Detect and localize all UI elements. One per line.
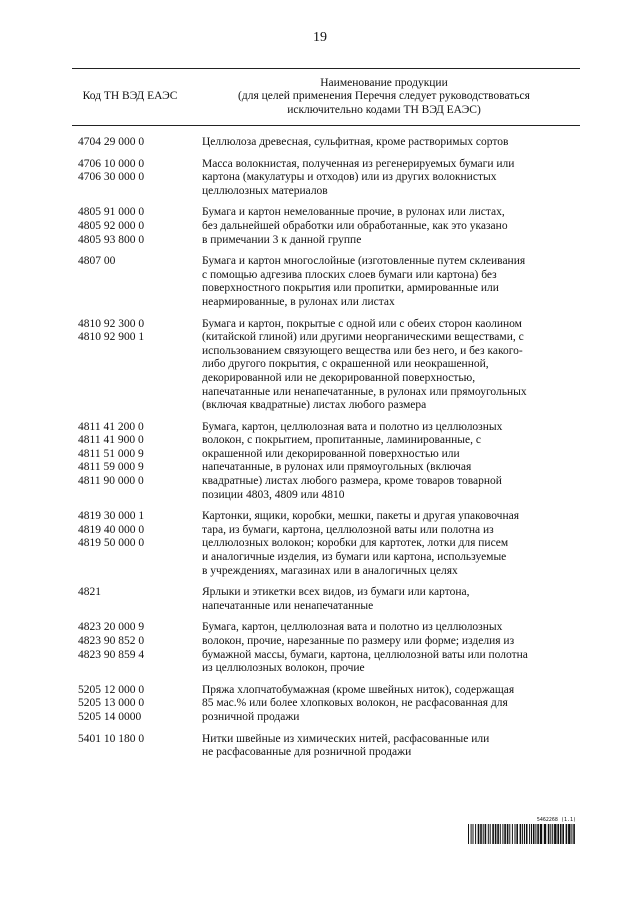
description-line: в учреждениях, магазинах или в аналогичных целях bbox=[202, 564, 458, 577]
product-description bbox=[202, 684, 580, 725]
table-header-rule bbox=[72, 125, 580, 126]
table-row bbox=[72, 255, 580, 309]
product-description bbox=[202, 421, 580, 503]
table-row bbox=[72, 586, 580, 613]
table-row bbox=[72, 421, 580, 503]
table-header bbox=[72, 69, 580, 125]
description-line: либо другого покрытия, с окрашенной или неокрашенной, bbox=[202, 358, 489, 371]
tn-ved-codes bbox=[72, 421, 202, 503]
description-line: без дальнейшей обработки или обработанные, как это указано bbox=[202, 219, 508, 232]
table-row bbox=[72, 158, 580, 199]
tn-ved-code: 5401 10 180 0 bbox=[78, 732, 145, 745]
description-line: картона (макулатуры и отходов) или из других волокнистых bbox=[202, 171, 497, 184]
tn-ved-code: 5205 12 000 0 bbox=[78, 683, 145, 696]
tn-ved-code: 4805 93 800 0 bbox=[78, 233, 145, 246]
description-line: целлюлозных волокон; коробки для картотек, лотки для писем bbox=[202, 537, 509, 550]
description-line: неармированные, в рулонах или листах bbox=[202, 295, 395, 308]
header-name-line: Наименование продукции bbox=[320, 76, 448, 89]
tn-ved-code: 4811 41 200 0 bbox=[78, 420, 144, 433]
description-line: использованием связующего вещества или без него, и без какого- bbox=[202, 344, 523, 357]
product-description bbox=[202, 621, 580, 675]
description-line: Бумага, картон, целлюлозная вата и полотно из целлюлозных bbox=[202, 420, 503, 433]
product-description bbox=[202, 158, 580, 199]
description-line: волокон, прочие, нарезанные по размеру или форме; изделия из bbox=[202, 635, 515, 647]
tn-ved-codes bbox=[72, 510, 202, 578]
tn-ved-codes bbox=[72, 733, 202, 760]
description-line: тара, из бумаги, картона, целлюлозной ваты или полотна из bbox=[202, 523, 494, 536]
tn-ved-code: 4811 59 000 9 bbox=[78, 461, 144, 474]
table-row bbox=[72, 510, 580, 578]
tn-ved-code: 4811 90 000 0 bbox=[78, 475, 144, 488]
tn-ved-code: 4823 90 852 0 bbox=[78, 635, 145, 647]
tn-ved-code: 4819 30 000 1 bbox=[78, 510, 145, 523]
description-line: Пряжа хлопчатобумажная (кроме швейных ниток), содержащая bbox=[202, 683, 515, 696]
product-description bbox=[202, 206, 580, 247]
description-line: Бумага и картон, покрытые с одной или с обеих сторон каолином bbox=[202, 317, 522, 330]
description-line: Целлюлоза древесная, сульфитная, кроме растворимых сортов bbox=[202, 136, 509, 148]
tn-ved-codes bbox=[72, 586, 202, 613]
description-line: Бумага, картон, целлюлозная вата и полотно из целлюлозных bbox=[202, 621, 503, 634]
description-line: и аналогичные изделия, из бумаги или картона, используемые bbox=[202, 551, 507, 564]
header-name-line: (для целей применения Перечня следует руководствоваться bbox=[238, 90, 530, 103]
tn-ved-codes bbox=[72, 621, 202, 675]
description-line: Масса волокнистая, полученная из регенерируемых бумаги или bbox=[202, 157, 515, 170]
tn-ved-code: 4807 00 bbox=[78, 255, 116, 268]
header-name-line: исключительно кодами ТН ВЭД ЕАЭС) bbox=[287, 103, 481, 116]
product-description bbox=[202, 733, 580, 760]
description-line: Картонки, ящики, коробки, мешки, пакеты и другая упаковочная bbox=[202, 510, 520, 523]
tn-ved-codes bbox=[72, 255, 202, 309]
tn-ved-codes bbox=[72, 158, 202, 199]
tn-ved-code: 4706 10 000 0 bbox=[78, 157, 145, 170]
description-line: Ярлыки и этикетки всех видов, из бумаги или картона, bbox=[202, 586, 470, 599]
description-line: Нитки швейные из химических нитей, расфасованные или bbox=[202, 732, 490, 745]
table-body bbox=[72, 136, 580, 760]
tn-ved-code: 4810 92 300 0 bbox=[78, 317, 145, 330]
description-line: напечатанные, в рулонах или прямоугольных (включая bbox=[202, 461, 472, 474]
description-line: целлюлозных материалов bbox=[202, 184, 328, 197]
tn-ved-code: 4819 50 000 0 bbox=[78, 537, 145, 550]
tn-ved-code: 4819 40 000 0 bbox=[78, 523, 145, 536]
table-row bbox=[72, 136, 580, 150]
product-description bbox=[202, 255, 580, 309]
tn-ved-code: 4805 91 000 0 bbox=[78, 206, 145, 219]
table-row bbox=[72, 621, 580, 675]
description-line: Бумага и картон немелованные прочие, в рулонах или листах, bbox=[202, 206, 505, 219]
description-line: (китайской глиной) или другими неорганическими веществами, с bbox=[202, 331, 524, 344]
header-code-column: Код ТН ВЭД ЕАЭС bbox=[82, 90, 178, 103]
tn-ved-code: 4706 30 000 0 bbox=[78, 171, 145, 184]
description-line: (включая квадратные) листах любого размера bbox=[202, 399, 427, 412]
description-line: Бумага и картон многослойные (изготовленные путем склеивания bbox=[202, 255, 526, 268]
description-line: бумажной массы, бумаги, картона, целлюлозной ваты или полотна bbox=[202, 648, 528, 661]
product-description bbox=[202, 510, 580, 578]
description-line: квадратные) листах любого размера, кроме товаров товарной bbox=[202, 475, 502, 488]
description-line: с помощью адгезива плоских слоев бумаги или картона) без bbox=[202, 268, 497, 281]
description-line: волокон, с покрытием, пропитанные, ламинированные, с bbox=[202, 434, 481, 447]
product-description bbox=[202, 586, 580, 613]
tn-ved-code: 4810 92 900 1 bbox=[78, 331, 145, 344]
table-row bbox=[72, 206, 580, 247]
barcode-label: 5462268 (1.1) bbox=[536, 817, 576, 823]
description-line: позиции 4803, 4809 или 4810 bbox=[202, 488, 345, 501]
product-table bbox=[72, 68, 580, 760]
description-line: из целлюлозных волокон, прочие bbox=[202, 662, 365, 675]
description-line: напечатанные или ненапечатанные bbox=[202, 599, 374, 612]
tn-ved-code: 4811 51 000 9 bbox=[78, 447, 144, 460]
tn-ved-code: 4823 20 000 9 bbox=[78, 621, 145, 634]
table-row bbox=[72, 318, 580, 413]
description-line: поверхностного покрытия или пропитки, армированные или bbox=[202, 282, 499, 295]
header-name-column bbox=[188, 77, 580, 118]
tn-ved-code: 4805 92 000 0 bbox=[78, 219, 145, 232]
tn-ved-codes bbox=[72, 206, 202, 247]
table-row bbox=[72, 684, 580, 725]
tn-ved-codes bbox=[72, 684, 202, 725]
product-description bbox=[202, 136, 580, 150]
description-line: декорированной или не декорированной поверхностью, bbox=[202, 371, 476, 384]
tn-ved-codes bbox=[72, 318, 202, 413]
table-row bbox=[72, 733, 580, 760]
tn-ved-code: 4821 bbox=[78, 586, 101, 599]
tn-ved-code: 4704 29 000 0 bbox=[78, 136, 145, 148]
tn-ved-codes bbox=[72, 136, 202, 150]
description-line: напечатанные или ненапечатанные, в рулонах или прямоугольных bbox=[202, 385, 527, 398]
description-line: розничной продажи bbox=[202, 710, 300, 723]
barcode-block bbox=[468, 817, 576, 844]
tn-ved-code: 5205 13 000 0 bbox=[78, 697, 145, 710]
tn-ved-code: 4823 90 859 4 bbox=[78, 648, 145, 661]
description-line: в примечании 3 к данной группе bbox=[202, 233, 362, 246]
description-line: окрашенной или декорированной поверхностью или bbox=[202, 447, 460, 460]
barcode-image bbox=[468, 824, 576, 844]
product-description bbox=[202, 318, 580, 413]
tn-ved-code: 4811 41 900 0 bbox=[78, 434, 144, 447]
tn-ved-code: 5205 14 0000 bbox=[78, 710, 142, 723]
page-number: 19 bbox=[313, 30, 327, 45]
description-line: не расфасованные для розничной продажи bbox=[202, 746, 412, 759]
description-line: 85 мас.% или более хлопковых волокон, не расфасованная для bbox=[202, 697, 508, 710]
